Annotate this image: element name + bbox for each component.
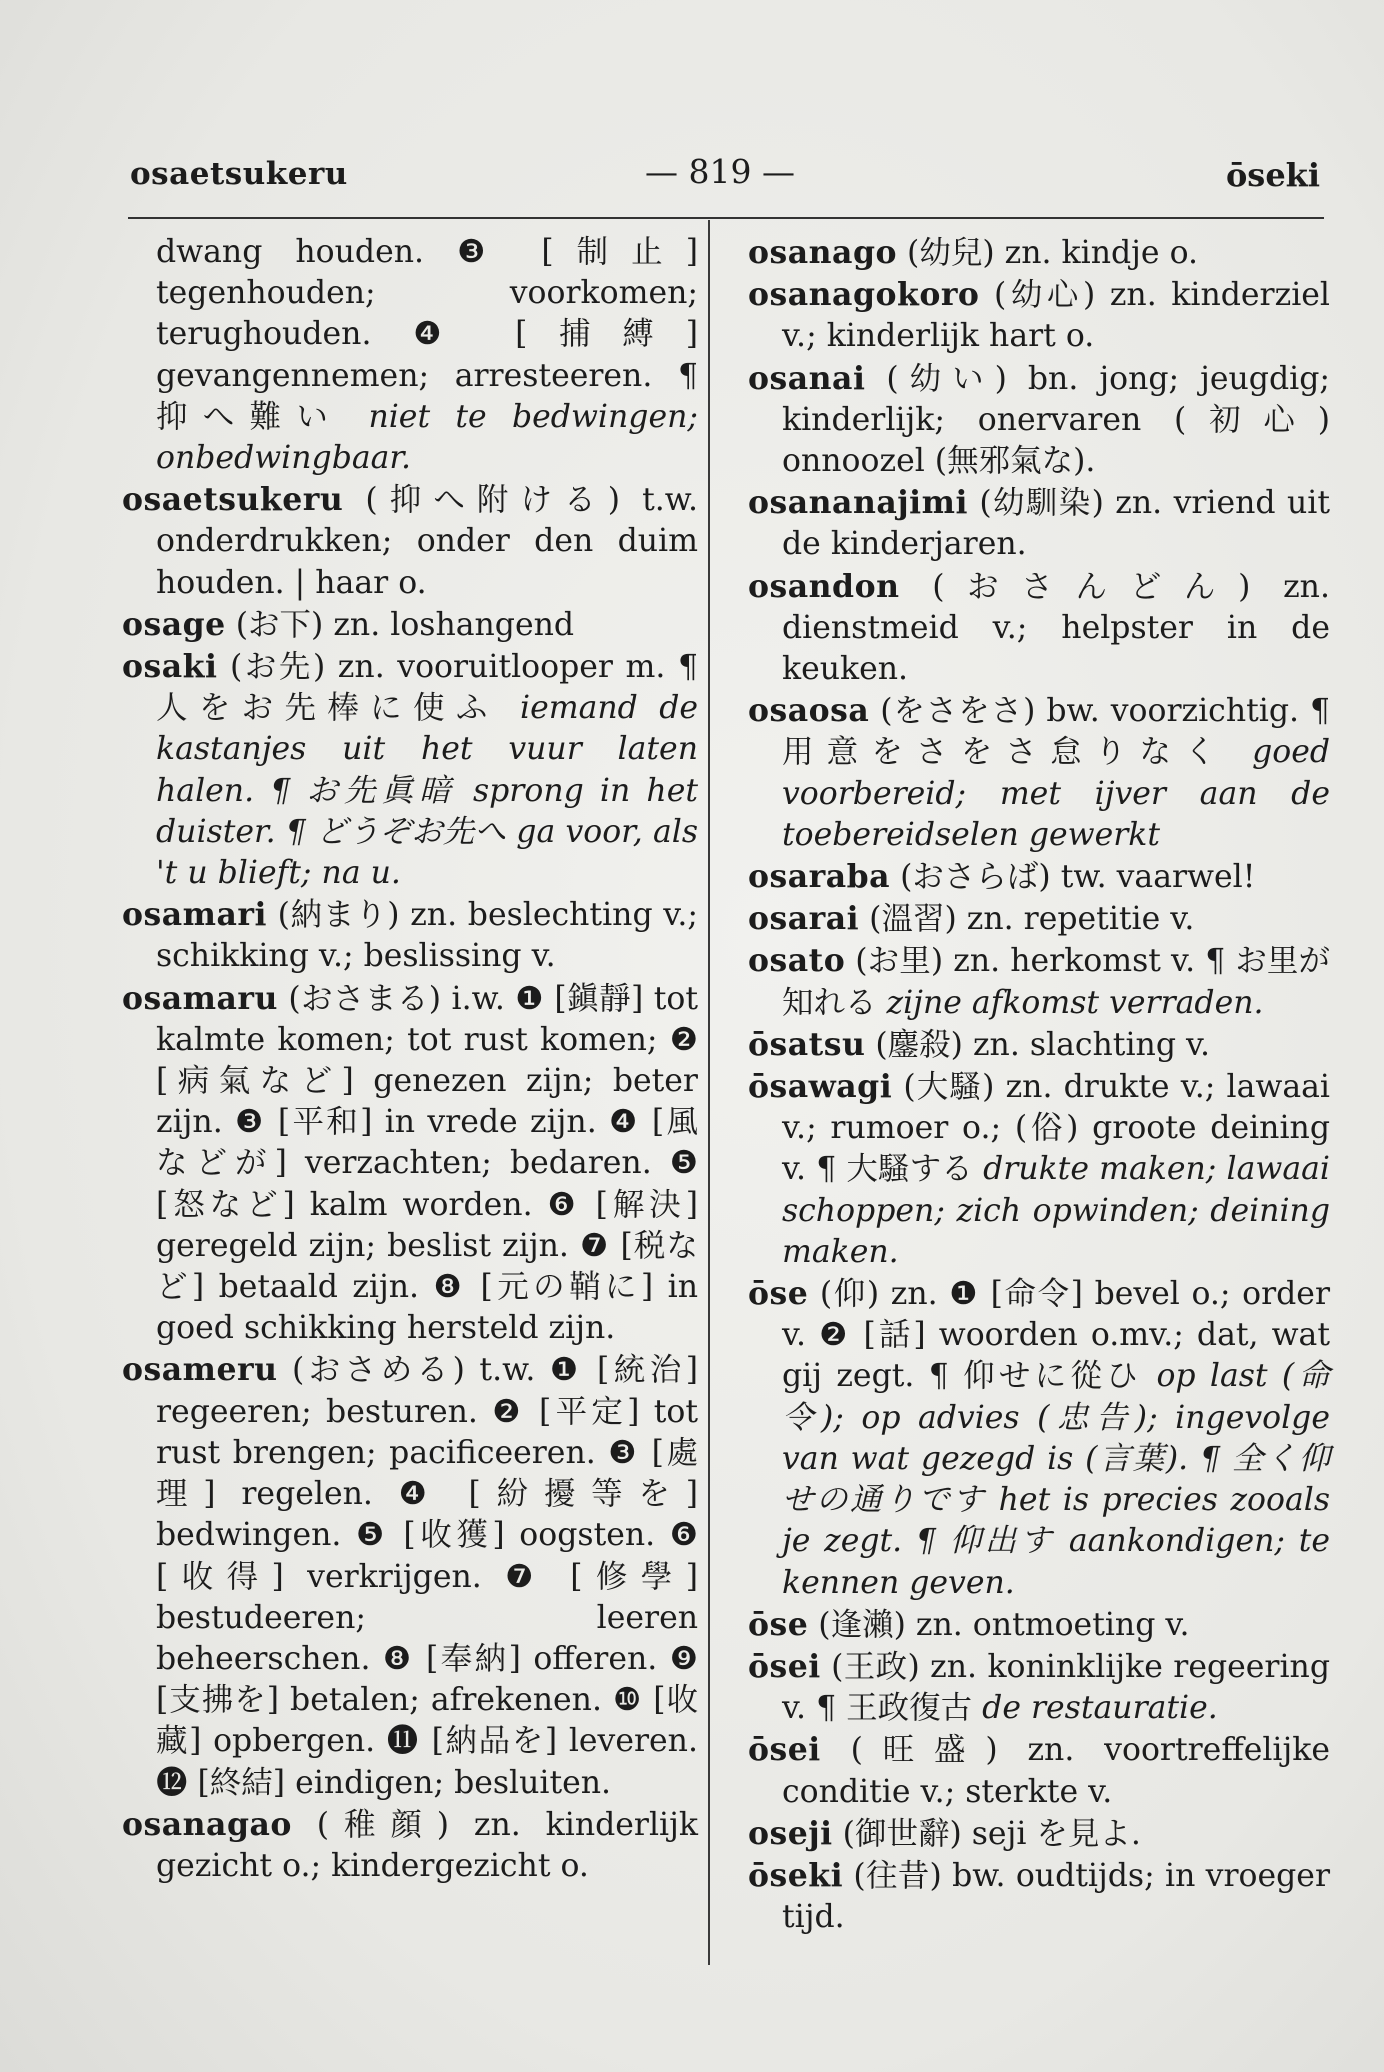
entry-headword: osameru (122, 1351, 278, 1389)
dictionary-entry (748, 566, 1330, 691)
dictionary-entry (748, 898, 1330, 940)
entry-headword: oseji (748, 1814, 833, 1852)
page-header (130, 148, 1320, 198)
dictionary-entry (748, 940, 1330, 1023)
entry-definition: (王政) zn. koninklijke regeering v. ¶ 王政復古 (782, 1648, 1330, 1727)
entry-headword: ōseki (748, 1856, 844, 1894)
header-rule (128, 217, 1324, 219)
entry-example: zijne afkomst verraden. (886, 984, 1264, 1021)
entry-example: de restauratie. (982, 1690, 1218, 1727)
entry-example: op last (命令); op advies (忠告); ingevolge van wat gezegd is (言葉). ¶ 全く仰せの通りです het is precies zooals je zegt. ¶ 仰出す aankondigen; te kennen geven. (782, 1358, 1330, 1601)
entry-headword: osanagao (122, 1805, 292, 1843)
dictionary-entry (122, 1349, 698, 1803)
page-number: — 819 — (645, 152, 795, 191)
entry-headword: osananajimi (748, 484, 968, 522)
entry-definition: (お先) zn. vooruitlooper m. ¶ 人をお先棒に使ふ (156, 649, 698, 727)
entry-definition: (幼兒) zn. kindje o. (897, 235, 1198, 271)
entry-headword: osaetsukeru (122, 481, 344, 519)
dictionary-entry (748, 482, 1330, 565)
dictionary-entry (122, 894, 698, 977)
entry-headword: osanago (748, 234, 898, 271)
dictionary-entry (748, 856, 1330, 898)
entry-definition: (往昔) bw. oudtijds; in vroeger tijd. (782, 1857, 1330, 1936)
entry-definition: (幼馴染) zn. vriend uit de kinderjaren. (782, 485, 1330, 563)
dictionary-entry (122, 232, 698, 479)
dictionary-entry (748, 1273, 1330, 1604)
entry-definition: (納まり) zn. beslechting v.; schikking v.; beslissing v. (156, 897, 698, 975)
entry-headword: osaki (122, 648, 218, 686)
entry-headword: osaosa (748, 692, 870, 730)
entry-definition: (鏖殺) zn. slachting v. (865, 1026, 1211, 1063)
column-divider (708, 220, 710, 1965)
entry-headword: ōse (748, 1275, 809, 1313)
entry-definition: dwang houden. ❸ [制止] tegenhouden; voorkomen; terughouden. ❹ [捕縛] gevangennemen; arresteeren. ¶抑へ難い (156, 234, 698, 435)
entry-example: niet te bedwingen; onbedwingbaar. (156, 398, 698, 477)
dictionary-entry (748, 1066, 1330, 1273)
entry-headword: ōsawagi (748, 1068, 893, 1106)
entry-headword: ōsei (748, 1731, 821, 1769)
entry-headword: osato (748, 942, 846, 980)
entry-headword: osage (122, 605, 226, 643)
entry-headword: osamaru (122, 979, 278, 1017)
right-guide-word: ōseki (1225, 156, 1320, 194)
entry-definition: (おさまる) i.w. ❶ [鎭靜] tot kalmte komen; tot rust komen; ❷ [病氣など] genezen zijn; beter zijn. ❸ [平和] in vrede zijn. ❹ [風などが] verzachten; bedaren. ❺ [怒など] kalm worden. ❻ [解決] geregeld zijn; beslist zijn. ❼ [税など] betaald zijn. ❽ [元の鞘に] in goed schikking hersteld zijn. (156, 980, 698, 1347)
entry-definition: (御世辭) seji を見よ. (832, 1815, 1141, 1852)
dictionary-entry (122, 604, 698, 646)
entry-definition: (仰) zn. ❶ [命令] bevel o.; order v. ❷ [話] woorden o.mv.; dat, wat gij zegt. ¶ 仰せに從ひ (782, 1276, 1330, 1395)
dictionary-entry (122, 646, 698, 894)
entry-definition: (抑へ附ける) t.w. onderdrukken; onder den duim houden. | haar o. (156, 482, 698, 601)
dictionary-entry (122, 479, 698, 604)
dictionary-entry (748, 1646, 1330, 1729)
right-column (748, 232, 1330, 1938)
entry-headword: ōsei (748, 1647, 821, 1685)
left-guide-word: osaetsukeru (130, 156, 348, 192)
dictionary-entry (122, 1804, 698, 1887)
dictionary-entry (748, 1813, 1330, 1855)
entry-headword: osanagokoro (748, 276, 980, 314)
dictionary-entry (748, 274, 1330, 357)
entry-headword: ōsatsu (748, 1025, 866, 1063)
entry-definition: (お下) zn. loshangend (225, 606, 575, 643)
entry-definition: (おさらば) tw. vaarwel! (890, 859, 1256, 896)
entry-headword: ōse (748, 1605, 809, 1643)
entry-definition: (幼い) bn. jong; jeugdig; kinderlijk; onervaren (初心) onnoozel (無邪氣な). (782, 360, 1330, 480)
entry-definition: (幼心) zn. kinderziel v.; kinderlijk hart o. (782, 277, 1330, 355)
dictionary-entry (748, 1604, 1330, 1646)
entry-headword: osamari (122, 896, 267, 934)
entry-headword: osandon (748, 567, 900, 605)
dictionary-entry (748, 1729, 1330, 1812)
left-column (122, 232, 698, 1887)
dictionary-entry (748, 1024, 1330, 1066)
entry-definition: (溫習) zn. repetitie v. (859, 901, 1195, 938)
entry-headword: osaraba (748, 858, 891, 896)
entry-definition: (旺盛) zn. voortreffelijke conditie v.; sterkte v. (782, 1732, 1330, 1810)
entry-definition: (逢瀨) zn. ontmoeting v. (808, 1606, 1190, 1643)
entry-definition: (お里) zn. herkomst v. ¶ お里が知れる (782, 943, 1330, 1021)
entry-definition: (おさんどん) zn. dienstmeid v.; helpster in de keuken. (782, 568, 1330, 688)
entry-example: drukte maken; lawaai schoppen; zich opwinden; deining maken. (782, 1151, 1330, 1270)
entry-example: iemand de kastanjes uit het vuur laten halen. ¶ お先眞暗 sprong in het duister. ¶ どうぞお先へ ga voor, als 't u blieft; na u. (156, 690, 699, 892)
dictionary-entry (748, 1855, 1330, 1938)
dictionary-entry (748, 358, 1330, 483)
entry-headword: osanai (748, 359, 866, 397)
entry-definition: (稚顔) zn. kinderlijk gezicht o.; kindergezicht o. (156, 1806, 698, 1884)
dictionary-entry (122, 978, 698, 1350)
dictionary-entry (748, 690, 1330, 856)
entry-example: goed voorbereid; met ijver aan de toebereidselen gewerkt (782, 734, 1330, 853)
entry-definition: (大騷) zn. drukte v.; lawaai v.; rumoer o.; (俗) groote deining v. ¶ 大騷する (782, 1069, 1330, 1188)
entry-definition: (をさをさ) bw. voorzichtig. ¶ 用意をさをさ怠りなく (782, 693, 1330, 771)
dictionary-entry (748, 232, 1330, 274)
entry-headword: osarai (748, 900, 860, 938)
entry-definition: (おさめる) t.w. ❶ [統治] regeeren; besturen. ❷ [平定] tot rust brengen; pacificeeren. ❸ [處理] regelen. ❹ [紛擾等を] bedwingen. ❺ [收獲] oogsten. ❻ [收得] verkrijgen. ❼ [修學] bestudeeren; leeren beheerschen. ❽ [奉納] offeren. ❾ [支拂を] betalen; afrekenen. ❿ [收藏] opbergen. ⓫ [納品を] leveren. ⓬ [終結] eindigen; besluiten. (156, 1352, 698, 1801)
